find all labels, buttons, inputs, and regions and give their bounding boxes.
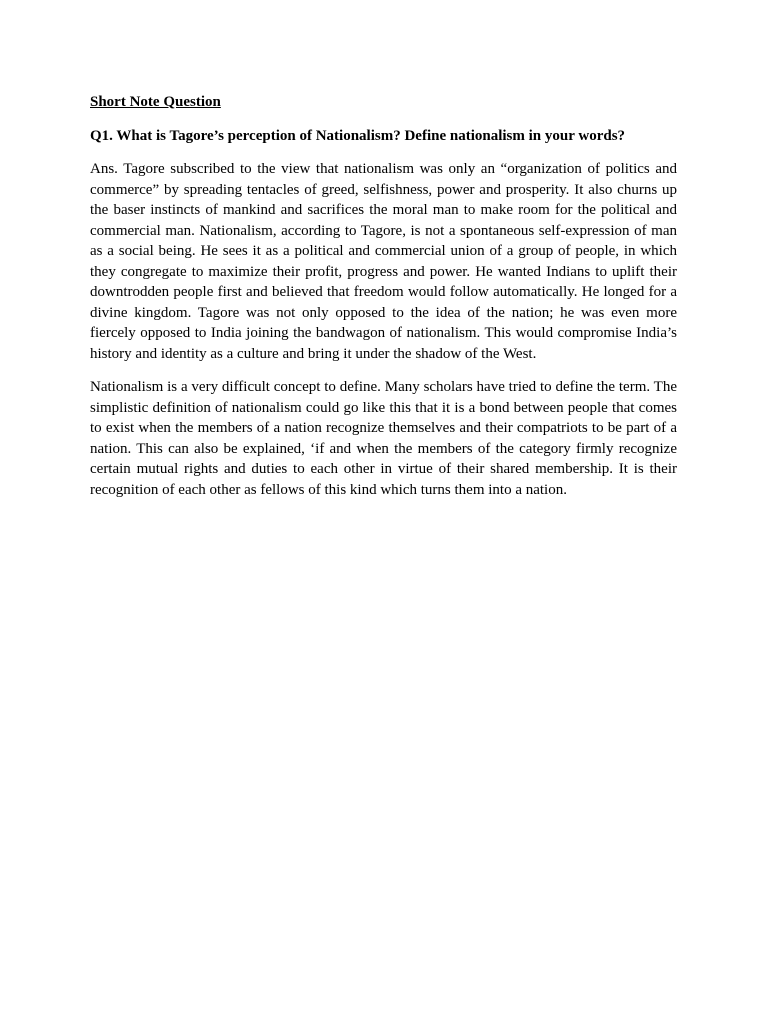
section-title: Short Note Question <box>90 94 221 110</box>
answer-paragraph: Ans. Tagore subscribed to the view that nationalism was only an “organization of politics and commerce” by spreading tentacles of greed, selfishness, power and prosperity. It also churns up the baser instincts of mankind and sacrifices the moral man to make room for the political and commercial man. Nationalism, according to Tagore, is not a spontaneous self-expression of man as a social being. He sees it as a political and commercial union of a group of people, in which they congregate to maximize their profit, progress and power. He wanted Indians to uplift their downtrodden people first and believed that freedom would follow automatically. He longed for a divine kingdom. Tagore was not only opposed to the idea of the nation; he was even more fiercely opposed to India joining the bandwagon of nationalism. This would compromise India’s history and identity as a culture and bring it under the shadow of the West. <box>90 161 677 362</box>
question-heading: Q1. What is Tagore’s perception of Nationalism? Define nationalism in your words? <box>90 127 626 144</box>
document-body <box>90 92 677 500</box>
definition-paragraph: Nationalism is a very difficult concept to define. Many scholars have tried to define the term. The simplistic definition of nationalism could go like this that it is a bond between people that comes to exist when the members of a nation recognize themselves and their compatriots to be part of a nation. This can also be explained, ‘if and when the members of the category firmly recognize certain mutual rights and duties to each other in virtue of their shared membership. It is their recognition of each other as fellows of this kind which turns them into a nation. <box>90 379 677 498</box>
